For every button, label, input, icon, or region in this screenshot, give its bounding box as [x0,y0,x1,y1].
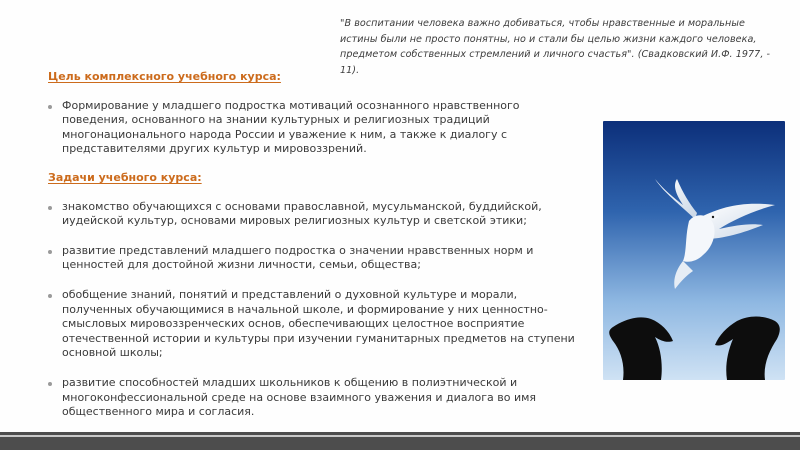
dove-hands-photo [603,121,785,380]
footer-divider [0,435,800,437]
goal-list [48,99,588,157]
task-item: обобщение знаний, понятий и представлений о духовной культуре и морали, полученных обучающимися в начальной школе, и формирование у них ценностно-смысловых мировоззренческих основ, обеспечивающих целостное восприятие отечественной истории и культуры при изучении гуманитарных предметов на ступени основной школы; [48,288,588,361]
goal-heading: Цель комплексного учебного курса: [48,70,281,83]
goal-item: Формирование у младшего подростка мотиваций осознанного нравственного поведения, основанного на знании культурных и религиозных традиций многонационального народа России и уважение к ним, а также к диалогу с представителями других культур и мировоззрений. [48,99,588,157]
task-item: развитие способностей младших школьников к общению в полиэтнической и многоконфессиональной среде на основе взаимного уважения и диалога во имя общественного мира и согласия. [48,376,588,420]
tasks-list [48,200,588,420]
task-item: развитие представлений младшего подростка о значении нравственных норм и ценностей для достойной жизни личности, семьи, общества; [48,244,588,273]
task-item: знакомство обучающихся с основами православной, мусульманской, буддийской, иудейской культур, основами мировых религиозных культур и светской этики; [48,200,588,229]
dove-hands-illustration [603,121,785,380]
tasks-heading: Задачи учебного курса: [48,170,202,184]
content-body [48,70,588,420]
epigraph-quote: "В воспитании человека важно добиваться, чтобы нравственные и моральные истины были не просто понятны, но и стали бы целью жизни каждого человека, предметом собственных стремлений и личного счастья". (Свадковский И.Ф. 1977, - 11). [340,18,771,76]
